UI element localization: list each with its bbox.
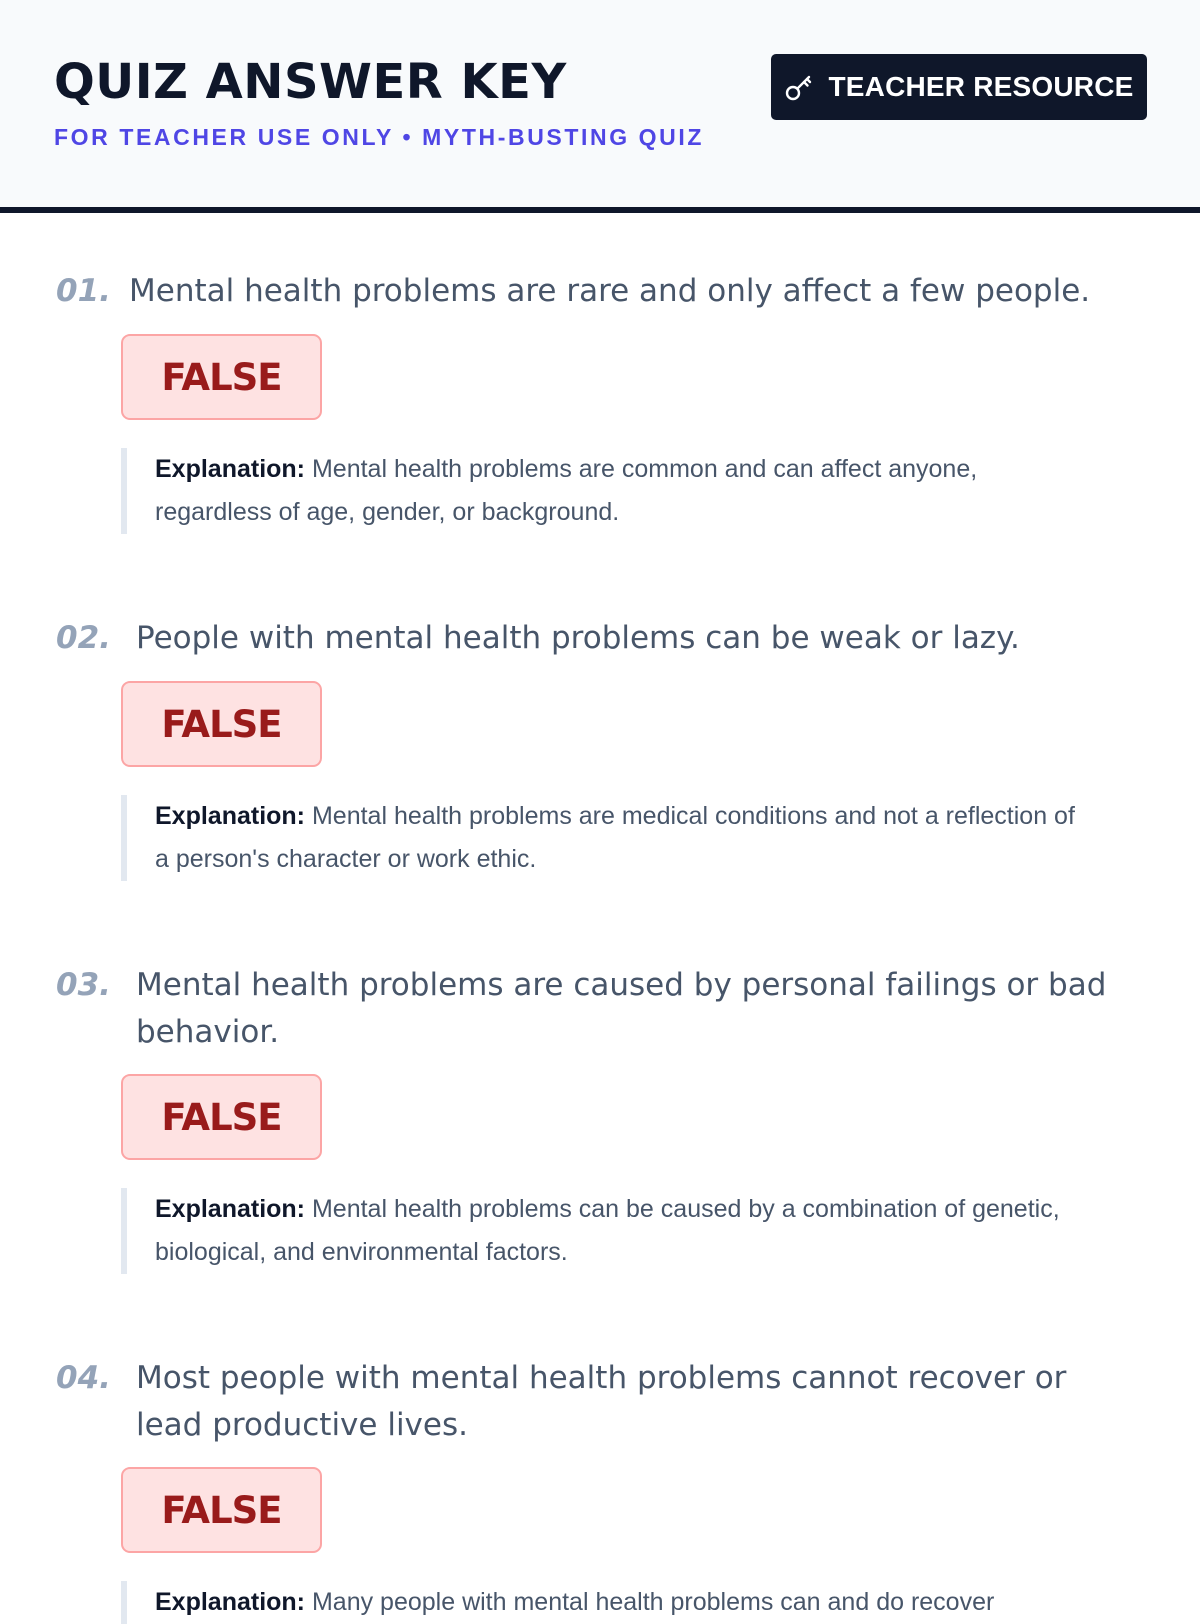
page-header <box>0 0 1200 213</box>
page-subtitle: FOR TEACHER USE ONLY • MYTH-BUSTING QUIZ <box>54 124 705 150</box>
question-number: 04. <box>56 1360 111 1396</box>
explanation-text: Mental health problems are common and can affect anyone, regardless of age, gender, or background. <box>155 455 978 526</box>
teacher-resource-badge <box>771 54 1147 120</box>
explanation-text: Many people with mental health problems can and do recover <box>311 1588 995 1616</box>
question-text: Mental health problems are rare and only affect a few people. <box>129 273 1091 309</box>
answer-badge <box>121 334 322 420</box>
teacher-resource-label: TEACHER RESOURCE <box>828 71 1134 102</box>
explanation-label: Explanation: <box>155 1195 306 1223</box>
explanation <box>121 795 1081 881</box>
explanation-label: Explanation: <box>155 1588 306 1616</box>
answer-label: FALSE <box>161 355 282 399</box>
question-number: 01. <box>56 273 111 309</box>
explanation <box>121 1581 1081 1624</box>
explanation <box>121 448 1081 534</box>
key-icon <box>784 72 814 102</box>
question-text: Most people with mental health problems cannot recover or lead productive lives. <box>136 1360 1067 1443</box>
answer-list <box>0 213 1200 1616</box>
explanation-label: Explanation: <box>155 455 306 483</box>
answer-label: FALSE <box>161 1488 282 1532</box>
question-text: People with mental health problems can be weak or lazy. <box>136 620 1020 656</box>
question-number: 02. <box>56 620 111 656</box>
question-text: Mental health problems are caused by personal failings or bad behavior. <box>136 967 1107 1050</box>
answer-badge <box>121 1467 322 1553</box>
explanation-text: Mental health problems can be caused by a combination of genetic, biological, and environmental factors. <box>155 1195 1060 1266</box>
explanation <box>121 1188 1081 1274</box>
question-number: 03. <box>56 967 111 1003</box>
page-title: QUIZ ANSWER KEY <box>54 54 567 110</box>
answer-badge <box>121 1074 322 1160</box>
answer-label: FALSE <box>161 1095 282 1139</box>
answer-label: FALSE <box>161 702 282 746</box>
explanation-text: Mental health problems are medical conditions and not a reflection of a person's character or work ethic. <box>155 802 1075 873</box>
explanation-label: Explanation: <box>155 802 306 830</box>
answer-badge <box>121 681 322 767</box>
